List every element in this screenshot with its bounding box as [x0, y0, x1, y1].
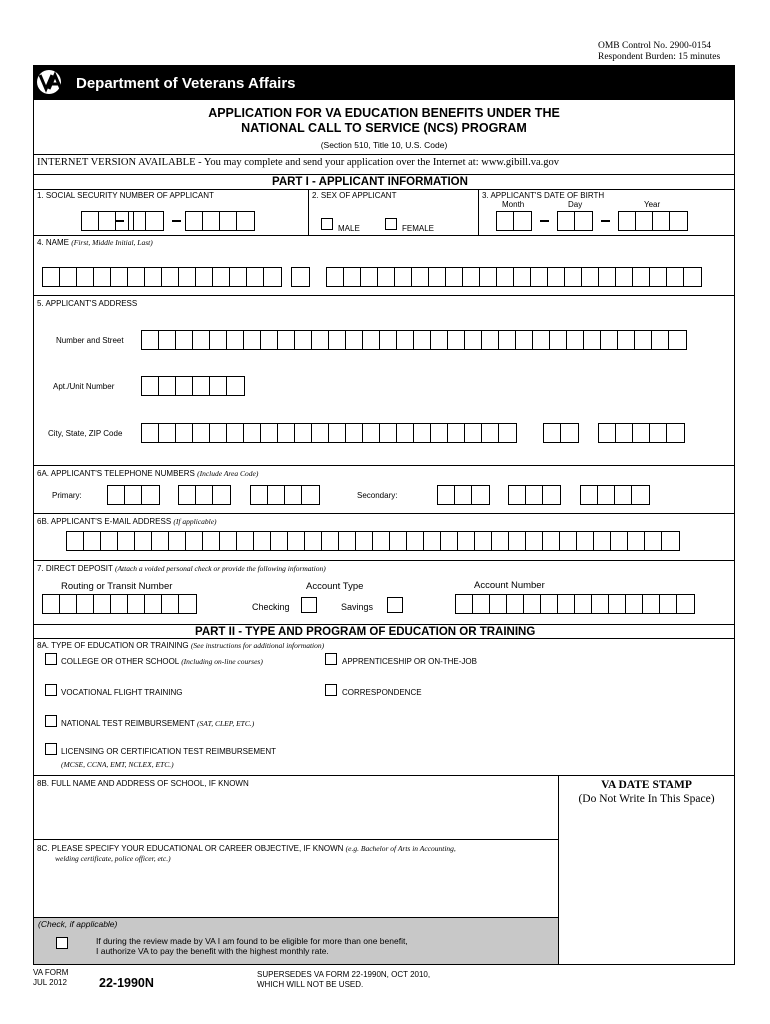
- national-test-label: NATIONAL TEST REIMBURSEMENT (SAT, CLEP, ETC.): [61, 719, 255, 728]
- licensing-label: LICENSING OR CERTIFICATION TEST REIMBURSEMENT: [61, 747, 276, 756]
- male-label: MALE: [338, 224, 360, 233]
- ssn-serial-boxes[interactable]: [185, 211, 255, 231]
- licensing-hint: (MCSE, CCNA, EMT, NCLEX, ETC.): [61, 760, 174, 769]
- objective-label: 8C. PLEASE SPECIFY YOUR EDUCATIONAL OR CAREER OBJECTIVE, IF KNOWN (e.g. Bachelor of Arts in Accounting,: [37, 844, 456, 853]
- email-label: 6B. APPLICANT'S E-MAIL ADDRESS (If applicable): [37, 517, 217, 526]
- primary-phone-label: Primary:: [52, 491, 82, 500]
- first-name-boxes[interactable]: [42, 267, 282, 287]
- dob-year-boxes[interactable]: [618, 211, 688, 231]
- primary-area-code-boxes[interactable]: [107, 485, 160, 505]
- city-boxes[interactable]: [141, 423, 517, 443]
- address-label: 5. APPLICANT'S ADDRESS: [37, 299, 138, 308]
- savings-label: Savings: [341, 602, 374, 612]
- savings-checkbox[interactable]: [387, 597, 403, 613]
- correspondence-label: CORRESPONDENCE: [342, 688, 422, 697]
- account-type-label: Account Type: [306, 581, 364, 592]
- correspondence-checkbox[interactable]: [325, 684, 337, 696]
- street-label: Number and Street: [56, 336, 124, 345]
- checking-checkbox[interactable]: [301, 597, 317, 613]
- female-checkbox[interactable]: [385, 218, 397, 230]
- middle-initial-box[interactable]: [291, 267, 310, 287]
- checking-label: Checking: [252, 602, 290, 612]
- school-label: 8B. FULL NAME AND ADDRESS OF SCHOOL, IF KNOWN: [37, 779, 249, 788]
- flight-training-checkbox[interactable]: [45, 684, 57, 696]
- education-type-label: 8A. TYPE OF EDUCATION OR TRAINING (See instructions for additional information): [37, 641, 325, 650]
- zip-boxes[interactable]: [598, 423, 685, 443]
- college-label: COLLEGE OR OTHER SCHOOL (Including on-line courses): [61, 657, 263, 666]
- national-test-checkbox[interactable]: [45, 715, 57, 727]
- stamp-title: VA DATE STAMP: [601, 779, 692, 791]
- va-logo-icon: [36, 68, 70, 96]
- dob-day-label: Day: [568, 200, 583, 209]
- email-boxes[interactable]: [66, 531, 680, 551]
- ssn-area-boxes[interactable]: [81, 211, 134, 231]
- routing-boxes[interactable]: [42, 594, 197, 614]
- dob-year-label: Year: [644, 200, 661, 209]
- footer-form-id: VA FORM JUL 2012: [33, 968, 69, 987]
- check-if-applicable: (Check, if applicable): [38, 919, 118, 929]
- secondary-line-boxes[interactable]: [580, 485, 650, 505]
- routing-label: Routing or Transit Number: [61, 581, 173, 592]
- secondary-phone-label: Secondary:: [357, 491, 398, 500]
- female-label: FEMALE: [402, 224, 435, 233]
- omb-block: [598, 41, 720, 63]
- secondary-area-code-boxes[interactable]: [437, 485, 490, 505]
- apt-label: Apt./Unit Number: [53, 382, 115, 391]
- authorization-text: If during the review made by VA I am found to be eligible for more than one benefit, I authorize VA to pay the benefit with the highest monthly rate.: [96, 936, 408, 956]
- form-number: 22-1990N: [99, 976, 154, 990]
- ssn-group-boxes[interactable]: [128, 211, 164, 231]
- apprenticeship-label: APPRENTICESHIP OR ON-THE-JOB: [342, 657, 477, 666]
- part1-title: PART I - APPLICANT INFORMATION: [272, 176, 468, 188]
- state-boxes[interactable]: [543, 423, 579, 443]
- account-number-label: Account Number: [474, 580, 545, 591]
- objective-hint: welding certificate, police officer, etc.): [55, 854, 171, 863]
- dob-month-label: Month: [502, 200, 525, 209]
- name-label: 4. NAME (First, Middle Initial, Last): [37, 238, 153, 247]
- licensing-checkbox[interactable]: [45, 743, 57, 755]
- apt-boxes[interactable]: [141, 376, 245, 396]
- agency-name: Department of Veterans Affairs: [76, 75, 296, 92]
- internet-notice: INTERNET VERSION AVAILABLE - You may complete and send your application over the Internet at: www.gibill.va.gov: [37, 157, 560, 168]
- form-title: APPLICATION FOR VA EDUCATION BENEFITS UNDER THE NATIONAL CALL TO SERVICE (NCS) PROGRAM: [208, 106, 560, 135]
- dob-day-boxes[interactable]: [557, 211, 593, 231]
- secondary-prefix-boxes[interactable]: [508, 485, 561, 505]
- respondent-burden: Respondent Burden: 15 minutes: [598, 52, 721, 62]
- ssn-label: 1. SOCIAL SECURITY NUMBER OF APPLICANT: [37, 191, 214, 200]
- sex-label: 2. SEX OF APPLICANT: [312, 191, 397, 200]
- dob-label: 3. APPLICANT'S DATE OF BIRTH: [482, 191, 605, 200]
- authority-citation: (Section 510, Title 10, U.S. Code): [320, 140, 448, 150]
- supersedes-note: SUPERSEDES VA FORM 22-1990N, OCT 2010, WHICH WILL NOT BE USED.: [257, 970, 431, 989]
- college-checkbox[interactable]: [45, 653, 57, 665]
- city-state-zip-label: City, State, ZIP Code: [48, 429, 123, 438]
- last-name-boxes[interactable]: [326, 267, 702, 287]
- phone-label: 6A. APPLICANT'S TELEPHONE NUMBERS (Include Area Code): [37, 469, 259, 478]
- street-boxes[interactable]: [141, 330, 687, 350]
- stamp-subtitle: (Do Not Write In This Space): [578, 793, 715, 805]
- male-checkbox[interactable]: [321, 218, 333, 230]
- part2-title: PART II - TYPE AND PROGRAM OF EDUCATION OR TRAINING: [195, 626, 536, 638]
- flight-training-label: VOCATIONAL FLIGHT TRAINING: [61, 688, 183, 697]
- dob-month-boxes[interactable]: [496, 211, 532, 231]
- direct-deposit-label: 7. DIRECT DEPOSIT (Attach a voided personal check or provide the following information): [37, 564, 326, 573]
- primary-line-boxes[interactable]: [250, 485, 320, 505]
- highest-rate-checkbox[interactable]: [56, 937, 68, 949]
- apprenticeship-checkbox[interactable]: [325, 653, 337, 665]
- primary-prefix-boxes[interactable]: [178, 485, 231, 505]
- omb-control-number: OMB Control No. 2900-0154: [598, 41, 711, 51]
- account-number-boxes[interactable]: [455, 594, 695, 614]
